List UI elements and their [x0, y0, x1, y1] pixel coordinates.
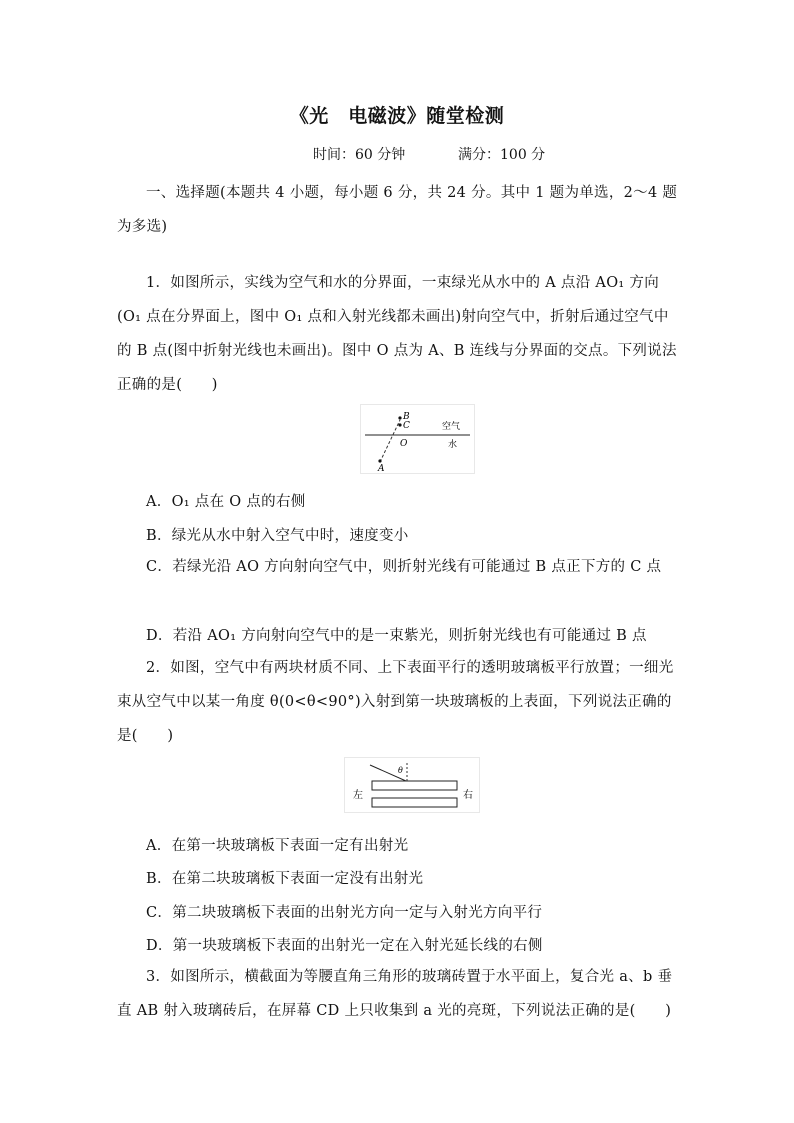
q1-stem: 1．如图所示，实线为空气和水的分界面，一束绿光从水中的 A 点沿 AO₁ 方向(O₁ 点在分界面上，图中 O₁ 点和入射光线都未画出)射向空气中，折射后通过空气中的 B 点(图中折射光线也未画出)。图中 O 点为 A、B 连线与分界面的交点。下列说法正确的是( )	[117, 275, 677, 393]
q2-label-left: 左	[353, 790, 363, 801]
q2-option-b: B．在第二块玻璃板下表面一定没有出射光	[146, 871, 424, 887]
q1-option-b: B．绿光从水中射入空气中时，速度变小	[146, 528, 409, 544]
q2-option-d: D．第一块玻璃板下表面的出射光一定在入射光延长线的右侧	[146, 938, 543, 954]
q2-label-theta: θ	[398, 766, 403, 775]
q2-label-right: 右	[463, 790, 473, 801]
q1-option-d: D．若沿 AO₁ 方向射向空气中的是一束紫光，则折射光线也有可能通过 B 点	[146, 628, 647, 644]
q1-ab-dashed-line	[380, 420, 400, 462]
q1-label-c: C	[403, 421, 410, 431]
q3-stem: 3．如图所示，横截面为等腰直角三角形的玻璃砖置于水平面上，复合光 a、b 垂直 AB 射入玻璃砖后，在屏幕 CD 上只收集到 a 光的亮斑，下列说法正确的是( )	[117, 969, 673, 1019]
exam-score: 满分：100 分	[458, 147, 546, 163]
q2-option-a: A．在第一块玻璃板下表面一定有出射光	[146, 838, 409, 854]
section-heading: 一、选择题(本题共 4 小题，每小题 6 分，共 24 分。其中 1 题为单选，2～4 题为多选)	[117, 185, 678, 235]
q1-point-a	[378, 459, 381, 462]
q1-point-c	[398, 423, 401, 426]
q2-stem: 2．如图，空气中有两块材质不同、上下表面平行的透明玻璃板平行放置；一细光束从空气中以某一角度 θ(0<θ<90°)入射到第一块玻璃板的上表面，下列说法正确的是( )	[117, 660, 674, 744]
q1-label-o: O	[400, 439, 408, 449]
q1-option-c: C．若绿光沿 AO 方向射向空气中，则折射光线有可能通过 B 点正下方的 C 点	[146, 559, 662, 575]
q2-glass-plates-figure	[344, 757, 480, 813]
exam-time: 时间：60 分钟	[313, 147, 406, 163]
q1-option-a: A．O₁ 点在 O 点的右侧	[146, 494, 306, 510]
q2-glass-plate-2	[372, 798, 457, 807]
page-title: 《光 电磁波》随堂检测	[289, 105, 505, 127]
q2-glass-plate-1	[372, 781, 457, 790]
q1-label-b: B	[403, 412, 410, 422]
q2-option-c: C．第二块玻璃板下表面的出射光方向一定与入射光方向平行	[146, 905, 543, 921]
q1-label-water: 水	[448, 440, 458, 450]
q1-point-b	[398, 416, 401, 419]
q1-label-a: A	[378, 464, 385, 474]
q1-label-air: 空气	[442, 422, 461, 432]
q1-refraction-figure	[360, 404, 475, 474]
